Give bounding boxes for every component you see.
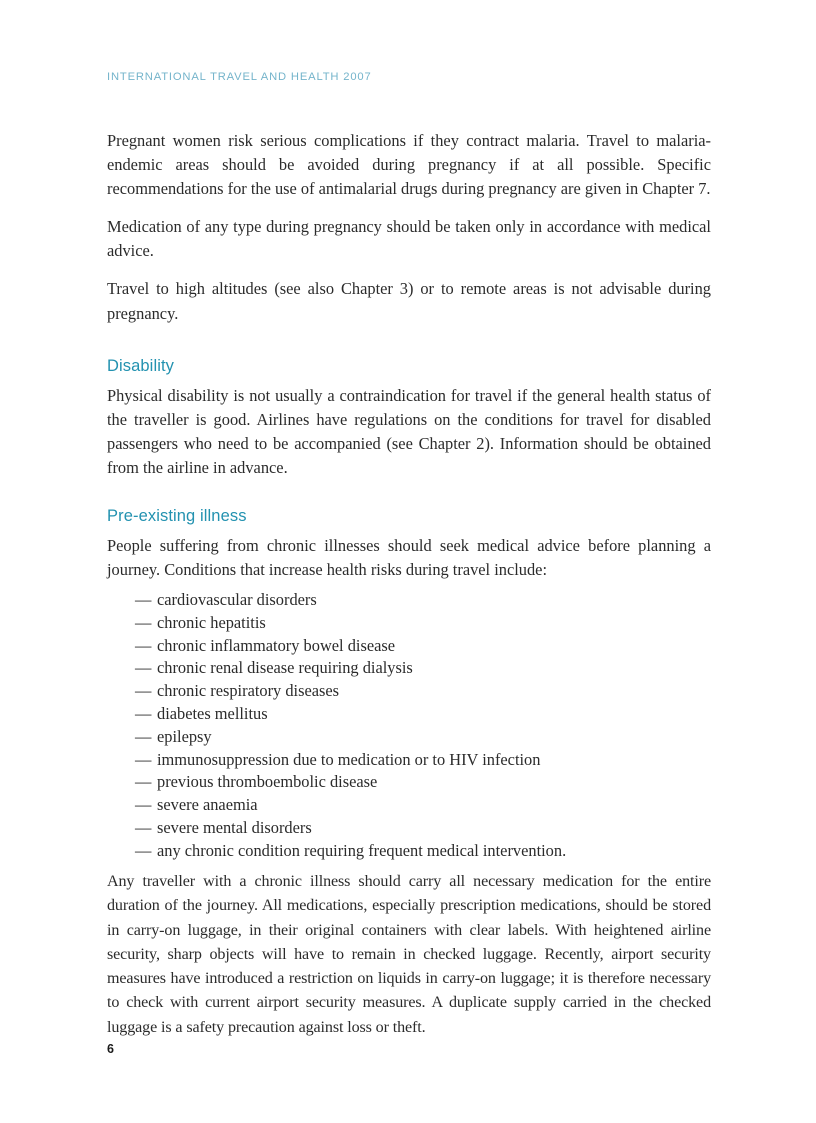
list-item-label: immunosuppression due to medication or to HIV infection bbox=[157, 749, 541, 769]
list-item-label: severe anaemia bbox=[157, 795, 258, 815]
list-item-label: severe mental disorders bbox=[157, 817, 312, 837]
list-dash-marker: — bbox=[135, 658, 152, 678]
section-pre-existing-illness-body bbox=[107, 534, 711, 582]
list-item bbox=[107, 635, 711, 658]
page-number: 6 bbox=[107, 1042, 114, 1056]
list-item bbox=[107, 817, 711, 840]
list-item bbox=[107, 589, 711, 612]
list-item-label: chronic renal disease requiring dialysis bbox=[157, 658, 413, 678]
list-item-label: chronic respiratory diseases bbox=[157, 681, 340, 701]
list-dash-marker: — bbox=[135, 703, 152, 723]
list-dash-marker: — bbox=[135, 612, 152, 632]
closing-paragraph-group bbox=[107, 870, 711, 1040]
list-item bbox=[107, 680, 711, 703]
list-item bbox=[107, 612, 711, 635]
list-dash-marker: — bbox=[135, 817, 152, 837]
list-dash-marker: — bbox=[135, 635, 152, 655]
list-item-label: chronic hepatitis bbox=[157, 612, 266, 632]
list-dash-marker: — bbox=[135, 681, 152, 701]
list-item-label: diabetes mellitus bbox=[157, 703, 268, 723]
condition-list-wrapper bbox=[107, 589, 711, 863]
section-heading-disability: Disability bbox=[107, 357, 175, 375]
list-item bbox=[107, 749, 711, 772]
list-item bbox=[107, 771, 711, 794]
list-dash-marker: — bbox=[135, 726, 152, 746]
list-dash-marker: — bbox=[135, 772, 152, 792]
intro-paragraph-group bbox=[107, 129, 711, 326]
paragraph: People suffering from chronic illnesses should seek medical advice before planning a journey. Conditions that increase health risks during travel include: bbox=[107, 536, 711, 580]
section-pre-existing-illness bbox=[107, 507, 711, 526]
list-item-label: epilepsy bbox=[157, 726, 212, 746]
running-head: INTERNATIONAL TRAVEL AND HEALTH 2007 bbox=[107, 71, 372, 83]
section-heading-pre-existing-illness: Pre-existing illness bbox=[107, 507, 247, 525]
list-item bbox=[107, 840, 711, 863]
list-dash-marker: — bbox=[135, 749, 152, 769]
list-item bbox=[107, 703, 711, 726]
list-item-label: any chronic condition requiring frequent medical intervention. bbox=[157, 840, 567, 860]
list-item bbox=[107, 657, 711, 680]
list-item-label: chronic inflammatory bowel disease bbox=[157, 635, 396, 655]
paragraph: Pregnant women risk serious complications if they contract malaria. Travel to malaria-endemic areas should be avoided during pregnancy if at all possible. Specific recommendations for the use of antimalarial drugs during pregnancy are given in Chapter 7. bbox=[107, 131, 711, 199]
paragraph: Physical disability is not usually a contraindication for travel if the general health status of the traveller is good. Airlines have regulations on the conditions for travel for disabled passengers who need to be accompanied (see Chapter 2). Information should be obtained from the airline in advance. bbox=[107, 386, 711, 478]
paragraph: Medication of any type during pregnancy should be taken only in accordance with medical advice. bbox=[107, 217, 711, 261]
section-disability-body bbox=[107, 384, 711, 480]
list-item-label: cardiovascular disorders bbox=[157, 590, 317, 609]
list-item-label: previous thromboembolic disease bbox=[157, 772, 378, 792]
section-disability bbox=[107, 357, 711, 376]
list-dash-marker: — bbox=[135, 590, 152, 609]
list-item bbox=[107, 794, 711, 817]
list-dash-marker: — bbox=[135, 840, 152, 860]
paragraph: Travel to high altitudes (see also Chapter 3) or to remote areas is not advisable during pregnancy. bbox=[107, 279, 711, 323]
list-item bbox=[107, 726, 711, 749]
paragraph: Any traveller with a chronic illness should carry all necessary medication for the entire duration of the journey. All medications, especially prescription medications, should be stored in carry-on luggage, in their original containers with clear labels. With heightened airline security, sharp objects will have to remain in checked luggage. Recently, airport security measures have introduced a restriction on liquids in carry-on luggage; it is therefore necessary to check with current airport security measures. A duplicate supply carried in the checked luggage is a safety precaution against loss or theft. bbox=[107, 873, 711, 1036]
list-dash-marker: — bbox=[135, 795, 152, 815]
condition-list bbox=[107, 589, 711, 863]
